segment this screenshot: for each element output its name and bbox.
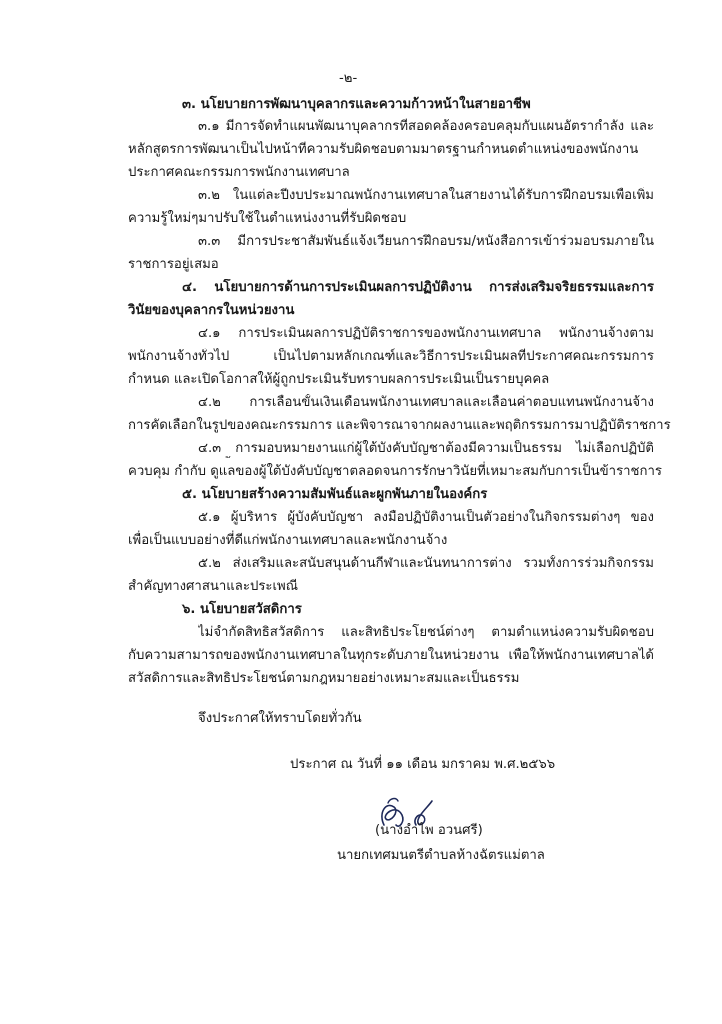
section-3-heading: ๓. นโยบายการพัฒนาบุคลากรและความก้าวหน้าในสายอาชีพ (182, 97, 531, 112)
item-4-1-line-3: กำหนด และเปิดโอกาสให้ผู้ถูกประเมินรับทราบผลการประเมินเป็นรายบุคคล (128, 372, 550, 387)
announcement-line: จึงประกาศให้ทราบโดยทั่วกัน (198, 711, 362, 726)
item-3-1-line-1: ๓.๑ มีการจัดทำแผนพัฒนาบุคลากรที่สอดคล้องครอบคลุมกับแผนอัตรากำลัง และ (198, 119, 654, 134)
item-4-2-line-1: ๔.๒ การเลื่อนขั้นเงินเดือนพนักงานเทศบาลและเลื่อนค่าตอบแทนพนักงานจ้าง (198, 395, 654, 410)
signer-name: (นางอำไพ อวนศรี) (375, 823, 483, 838)
section-6-body-line-3: สวัสดิการและสิทธิประโยชน์ตามกฎหมายอย่างเหมาะสมและเป็นธรรม (128, 671, 520, 686)
section-6-heading: ๖. นโยบายสวัสดิการ (182, 602, 302, 617)
item-5-1-line-2: เพื่อเป็นแบบอย่างที่ดีแก่พนักงานเทศบาลและพนักงานจ้าง (128, 533, 448, 548)
item-4-3-line-1: ๔.๓ การมอบหมายงานแก่ผู้ใต้บังคับบัญชาต้องมีความเป็นธรรม ไม่เลือกปฏิบัติ (198, 441, 654, 456)
item-3-1-line-2: หลักสูตรการพัฒนาเป็นไปหน้าที่ความรับผิดชอบตามมาตรฐานกำหนดตำแหน่งของพนักงาน (128, 142, 639, 157)
page-number: -๒- (339, 71, 358, 86)
section-4-heading-line-1: ๔. นโยบายการด้านการประเมินผลการปฏิบัติงาน การส่งเสริมจริยธรรมและการ (182, 280, 654, 295)
item-5-2-line-1: ๕.๒ ส่งเสริมและสนับสนุนด้านกีฬาและนันทนาการต่าง รวมทั้งการร่วมกิจกรรม (198, 556, 654, 571)
section-4-heading-line-2: วินัยของบุคลากรในหน่วยงาน (128, 303, 295, 318)
section-6-body-line-1: ไม่จำกัดสิทธิสวัสดิการ และสิทธิประโยชน์ต่างๆ ตามตำแหน่งความรับผิดชอบ (198, 625, 654, 640)
item-4-1-line-1: ๔.๑ การประเมินผลการปฏิบัติราชการของพนักงานเทศบาล พนักงานจ้างตาม (198, 326, 654, 341)
item-5-2-line-2: สำคัญทางศาสนาและประเพณี (128, 579, 298, 594)
section-5-heading: ๕. นโยบายสร้างความสัมพันธ์และผูกพันภายในองค์กร (182, 487, 488, 502)
item-4-2-line-2: การคัดเลือกในรูปของคณะกรรมการ และพิจารณาจากผลงานและพฤติกรรมการมาปฏิบัติราชการ (128, 418, 671, 433)
item-4-3-line-2: ควบคุม กำกับ ดูแลของผู้ใต้บังคับบัญชาตลอดจนการรักษาวินัยที่เหมาะสมกับการเป็นข้าราชการ (128, 464, 662, 479)
item-3-2-line-1: ๓.๒ ในแต่ละปีงบประมาณพนักงานเทศบาลในสายงานได้รับการฝึกอบรมเพื่อเพิ่ม (198, 188, 654, 203)
item-5-1-line-1: ๕.๑ ผู้บริหาร ผู้บังคับบัญชา ลงมือปฏิบัติงานเป็นตัวอย่างในกิจกรรมต่างๆ ของ (198, 510, 654, 525)
signer-title: นายกเทศมนตรีตำบลห้างฉัตรแม่ตาล (337, 848, 545, 863)
item-4-1-line-2: พนักงานจ้างทั่วไป เป็นไปตามหลักเกณฑ์และวิธีการประเมินผลที่ประกาศคณะกรรมการ (128, 349, 654, 364)
item-3-2-line-2: ความรู้ใหม่ๆมาปรับใช้ในตำแหน่งงานที่รับผิดชอบ (128, 211, 407, 226)
date-line: ประกาศ ณ วันที่ ๑๑ เดือน มกราคม พ.ศ.๒๕๖๖ (290, 757, 556, 772)
section-6-body-line-2: กับความสามารถของพนักงานเทศบาลในทุกระดับภายในหน่วยงาน เพื่อให้พนักงานเทศบาลได้ (128, 648, 654, 663)
item-3-1-line-3: ประกาศคณะกรรมการพนักงานเทศบาล (128, 165, 350, 180)
item-3-3-line-2: ราชการอยู่เสมอ (128, 257, 219, 272)
item-3-3-line-1: ๓.๓ มีการประชาสัมพันธ์แจ้งเวียนการฝึกอบรม/หนังสือการเข้าร่วมอบรมภายใน (198, 234, 654, 249)
